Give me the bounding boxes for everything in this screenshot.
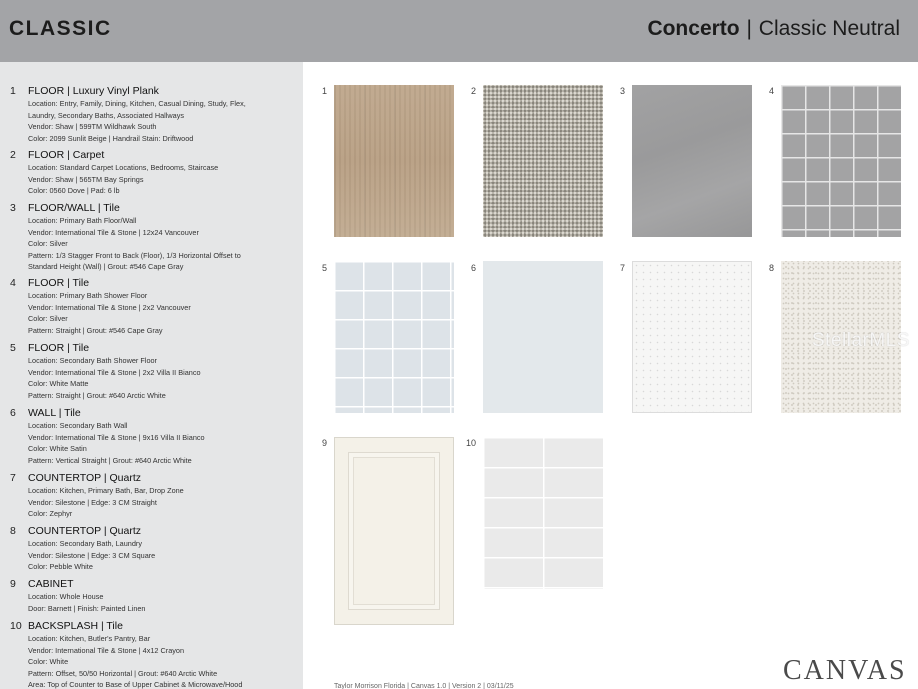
backsplash-crayon-white-swatch — [483, 437, 603, 589]
collection-title — [647, 17, 900, 41]
cabinet-barnett-linen-swatch — [334, 437, 454, 625]
wall-tile-villa-bianco-swatch — [483, 261, 603, 413]
spec-title: FLOOR | Tile — [28, 277, 90, 289]
swatch-number: 1 — [322, 86, 328, 96]
spec-line: Vendor: Shaw | 565TM Bay Springs — [28, 174, 144, 184]
spec-number: 5 — [10, 342, 16, 354]
collection-subtitle: Classic Neutral — [758, 17, 900, 40]
spec-line: Color: White — [28, 657, 69, 666]
spec-line: Vendor: International Tile & Stone | 2x2 Vancouver — [28, 302, 191, 312]
swatch-number: 4 — [769, 86, 775, 96]
spec-number: 2 — [10, 149, 16, 161]
spec-line: Vendor: Shaw | 599TM Wildhawk South — [28, 122, 157, 131]
spec-line: Vendor: Silestone | Edge: 3 CM Straight — [28, 497, 157, 507]
spec-line: Color: Pebble White — [28, 562, 93, 571]
spec-line: Location: Secondary Bath Wall — [28, 421, 128, 430]
spec-title: FLOOR | Luxury Vinyl Plank — [28, 85, 159, 97]
spec-line: Color: 0560 Dove | Pad: 6 lb — [28, 186, 120, 195]
spec-title: WALL | Tile — [28, 407, 81, 419]
mosaic-villa-bianco-swatch — [334, 261, 454, 413]
swatch-number: 2 — [471, 86, 477, 96]
spec-line: Location: Secondary Bath, Laundry — [28, 539, 142, 548]
spec-line: Vendor: International Tile & Stone | 9x16 Villa II Bianco — [28, 432, 205, 442]
spec-number: 10 — [10, 620, 22, 632]
spec-line: Location: Standard Carpet Locations, Bedrooms, Staircase — [28, 163, 219, 172]
spec-title: FLOOR | Tile — [28, 342, 90, 354]
spec-title: COUNTERTOP | Quartz — [28, 525, 142, 537]
swatch-number: 7 — [620, 263, 626, 273]
spec-number: 9 — [10, 578, 16, 590]
spec-line: Door: Barnett | Finish: Painted Linen — [28, 603, 146, 613]
spec-line: Color: Zephyr — [28, 509, 73, 518]
spec-line: Location: Kitchen, Butler's Pantry, Bar — [28, 634, 151, 643]
tile-vancouver-silver-swatch — [632, 85, 752, 237]
mosaic-vancouver-silver-swatch — [781, 85, 901, 237]
spec-line: Location: Primary Bath Floor/Wall — [28, 216, 137, 225]
spec-line: Location: Entry, Family, Dining, Kitchen, Casual Dining, Study, Flex, — [28, 99, 246, 108]
spec-line: Color: Silver — [28, 239, 68, 248]
spec-line: Location: Primary Bath Shower Floor — [28, 291, 148, 300]
spec-line: Vendor: International Tile & Stone | 4x12 Crayon — [28, 645, 185, 655]
spec-line: Vendor: International Tile & Stone | 12x24 Vancouver — [28, 227, 199, 237]
spec-line: Color: Silver — [28, 314, 68, 323]
spec-line: Vendor: Silestone | Edge: 3 CM Square — [28, 550, 156, 560]
footer-note: Taylor Morrison Florida | Canvas 1.0 | Version 2 | 03/11/25 — [334, 683, 514, 689]
swatch-number: 8 — [769, 263, 775, 273]
lvp-wildhawk-swatch — [334, 85, 454, 237]
spec-number: 3 — [10, 202, 16, 214]
spec-line: Location: Whole House — [28, 592, 104, 601]
spec-number: 1 — [10, 85, 16, 97]
spec-line: Vendor: International Tile & Stone | 2x2 Villa II Bianco — [28, 367, 201, 377]
spec-line: Color: White Satin — [28, 444, 87, 453]
spec-number: 7 — [10, 472, 16, 484]
spec-line: Pattern: Offset, 50/50 Horizontal | Grout: #640 Arctic White — [28, 668, 218, 678]
spec-line: Location: Kitchen, Primary Bath, Bar, Drop Zone — [28, 486, 184, 495]
swatch-number: 10 — [466, 438, 477, 448]
swatch-number: 3 — [620, 86, 626, 96]
spec-line: Pattern: Vertical Straight | Grout: #640 Arctic White — [28, 455, 192, 465]
spec-sidebar — [0, 62, 303, 689]
spec-line: Location: Secondary Bath Shower Floor — [28, 356, 157, 365]
canvas-logo: CANVAS — [783, 655, 907, 686]
spec-line: Area: Top of Counter to Base of Upper Cabinet & Microwave/Hood — [28, 680, 243, 689]
spec-line: Standard Height (Wall) | Grout: #546 Cape Gray — [28, 262, 184, 271]
spec-number: 4 — [10, 277, 16, 289]
cabinet-door-panel — [348, 452, 440, 610]
watermark: StellarMLS — [812, 330, 910, 351]
spec-number: 8 — [10, 525, 16, 537]
spec-line: Pattern: 1/3 Stagger Front to Back (Floor), 1/3 Horizontal Offset to — [28, 250, 241, 260]
spec-line: Color: White Matte — [28, 379, 89, 388]
brand-title: CLASSIC — [9, 17, 112, 40]
spec-title: COUNTERTOP | Quartz — [28, 472, 142, 484]
page-header — [0, 0, 918, 62]
swatch-number: 5 — [322, 263, 328, 273]
spec-line: Pattern: Straight | Grout: #640 Arctic White — [28, 390, 166, 400]
swatch-number: 9 — [322, 438, 328, 448]
spec-number: 6 — [10, 407, 16, 419]
spec-line: Color: 2099 Sunlit Beige | Handrail Stain: Driftwood — [28, 133, 194, 143]
swatch-number: 6 — [471, 263, 477, 273]
spec-title: FLOOR/WALL | Tile — [28, 202, 120, 214]
carpet-bay-springs-swatch — [483, 85, 603, 237]
collection-name: Concerto — [647, 17, 740, 40]
spec-line: Laundry, Secondary Baths, Associated Hallways — [28, 110, 185, 120]
spec-title: BACKSPLASH | Tile — [28, 620, 123, 632]
spec-title: FLOOR | Carpet — [28, 149, 105, 161]
spec-title: CABINET — [28, 578, 74, 590]
collection-separator: | — [746, 17, 752, 40]
quartz-zephyr-swatch — [632, 261, 752, 413]
spec-line: Pattern: Straight | Grout: #546 Cape Gray — [28, 325, 163, 335]
